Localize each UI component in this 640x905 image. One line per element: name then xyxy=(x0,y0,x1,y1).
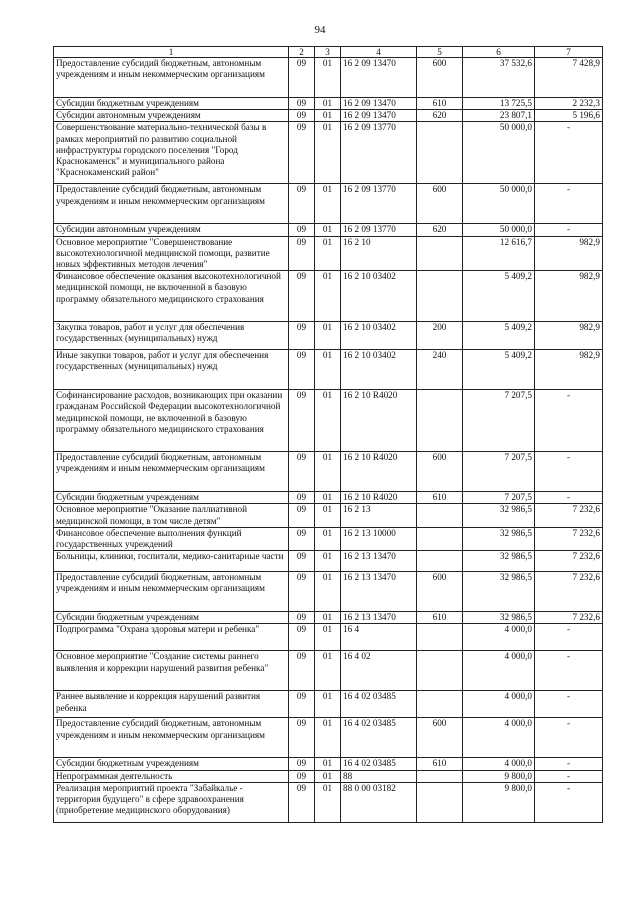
row-value-cell: 09 xyxy=(289,770,315,782)
table-row xyxy=(54,770,603,782)
row-value-cell: 37 532,6 xyxy=(463,58,535,98)
row-value-cell: 16 2 10 03402 xyxy=(341,350,417,390)
row-value-cell: 982,9 xyxy=(535,271,603,322)
table-row xyxy=(54,224,603,236)
row-value-cell: 88 xyxy=(341,770,417,782)
table-row xyxy=(54,110,603,122)
table-row xyxy=(54,122,603,184)
row-value-cell: 4 000,0 xyxy=(463,758,535,770)
row-value-cell: 16 2 13 13470 xyxy=(341,551,417,572)
row-value-cell: 610 xyxy=(417,612,463,624)
row-value-cell: 09 xyxy=(289,624,315,651)
row-value-cell: 5 409,2 xyxy=(463,350,535,390)
row-value-cell: 982,9 xyxy=(535,322,603,350)
row-value-cell: 16 4 02 xyxy=(341,651,417,691)
row-name-cell: Иные закупки товаров, работ и услуг для обеспечения государственных (муниципальных) нужд xyxy=(54,350,289,390)
row-value-cell: 16 2 10 R4020 xyxy=(341,492,417,504)
row-value-cell: 16 2 13 13470 xyxy=(341,612,417,624)
row-name-cell: Субсидии бюджетным учреждениям xyxy=(54,612,289,624)
row-value-cell: 16 4 02 03485 xyxy=(341,718,417,758)
table-row xyxy=(54,236,603,271)
row-value-cell: 12 616,7 xyxy=(463,236,535,271)
row-value-cell: 16 2 13 xyxy=(341,504,417,527)
row-value-cell: 16 2 09 13470 xyxy=(341,58,417,98)
row-value-cell: 01 xyxy=(315,184,341,224)
row-value-cell: - xyxy=(535,452,603,492)
table-row xyxy=(54,572,603,612)
row-value-cell: 01 xyxy=(315,572,341,612)
row-value-cell xyxy=(417,770,463,782)
row-value-cell: 9 800,0 xyxy=(463,782,535,822)
row-value-cell: 09 xyxy=(289,224,315,236)
row-value-cell: 4 000,0 xyxy=(463,691,535,718)
table-row xyxy=(54,624,603,651)
row-value-cell: 09 xyxy=(289,612,315,624)
row-value-cell: 16 2 10 xyxy=(341,236,417,271)
row-value-cell: 16 4 xyxy=(341,624,417,651)
table-row xyxy=(54,782,603,822)
row-value-cell xyxy=(417,236,463,271)
row-value-cell: 620 xyxy=(417,224,463,236)
row-value-cell: 5 409,2 xyxy=(463,271,535,322)
col-header: 5 xyxy=(417,47,463,58)
table-row xyxy=(54,612,603,624)
row-value-cell: 09 xyxy=(289,651,315,691)
row-value-cell: 600 xyxy=(417,58,463,98)
row-value-cell xyxy=(417,390,463,452)
row-value-cell: 01 xyxy=(315,770,341,782)
budget-table xyxy=(53,46,603,823)
table-row xyxy=(54,184,603,224)
row-value-cell: 16 2 10 03402 xyxy=(341,322,417,350)
row-name-cell: Предоставление субсидий бюджетным, автономным учреждениям и иным некоммерческим организациям xyxy=(54,184,289,224)
row-value-cell: 50 000,0 xyxy=(463,184,535,224)
row-value-cell: 16 2 13 13470 xyxy=(341,572,417,612)
row-value-cell: 01 xyxy=(315,350,341,390)
row-value-cell: 982,9 xyxy=(535,350,603,390)
row-value-cell: 09 xyxy=(289,110,315,122)
row-value-cell: 09 xyxy=(289,691,315,718)
row-value-cell: 7 232,6 xyxy=(535,527,603,550)
row-name-cell: Предоставление субсидий бюджетным, автономным учреждениям и иным некоммерческим организациям xyxy=(54,58,289,98)
row-value-cell: 5 196,6 xyxy=(535,110,603,122)
row-name-cell: Предоставление субсидий бюджетным, автономным учреждениям и иным некоммерческим организациям xyxy=(54,718,289,758)
row-name-cell: Основное мероприятие "Совершенствование высокотехнологичной медицинской помощи, развитие новых эффективных методов лечения" xyxy=(54,236,289,271)
table-row xyxy=(54,504,603,527)
row-value-cell: 16 2 10 03402 xyxy=(341,271,417,322)
table-row xyxy=(54,350,603,390)
row-value-cell: 01 xyxy=(315,110,341,122)
row-name-cell: Предоставление субсидий бюджетным, автономным учреждениям и иным некоммерческим организациям xyxy=(54,572,289,612)
row-value-cell: 16 2 09 13770 xyxy=(341,224,417,236)
col-header: 2 xyxy=(289,47,315,58)
row-value-cell: 50 000,0 xyxy=(463,122,535,184)
row-value-cell: 7 232,6 xyxy=(535,612,603,624)
row-value-cell: 32 986,5 xyxy=(463,551,535,572)
row-value-cell xyxy=(417,691,463,718)
row-value-cell: 600 xyxy=(417,184,463,224)
row-value-cell: 01 xyxy=(315,224,341,236)
row-value-cell xyxy=(417,624,463,651)
row-value-cell: 01 xyxy=(315,452,341,492)
row-value-cell: 4 000,0 xyxy=(463,718,535,758)
row-name-cell: Субсидии автономным учреждениям xyxy=(54,110,289,122)
page-number: 94 xyxy=(314,24,326,36)
row-value-cell: 200 xyxy=(417,322,463,350)
row-value-cell: 16 2 09 13470 xyxy=(341,110,417,122)
row-value-cell: 7 207,5 xyxy=(463,452,535,492)
row-value-cell: 09 xyxy=(289,122,315,184)
row-name-cell: Субсидии бюджетным учреждениям xyxy=(54,758,289,770)
col-header: 3 xyxy=(315,47,341,58)
row-value-cell: 01 xyxy=(315,122,341,184)
row-value-cell: 23 807,1 xyxy=(463,110,535,122)
row-value-cell: 16 2 10 R4020 xyxy=(341,452,417,492)
row-value-cell: 16 4 02 03485 xyxy=(341,758,417,770)
row-value-cell: 09 xyxy=(289,572,315,612)
row-value-cell: - xyxy=(535,624,603,651)
row-value-cell: - xyxy=(535,122,603,184)
row-value-cell: 09 xyxy=(289,758,315,770)
row-name-cell: Субсидии бюджетным учреждениям xyxy=(54,98,289,110)
row-value-cell: 2 232,3 xyxy=(535,98,603,110)
row-value-cell: 01 xyxy=(315,782,341,822)
row-value-cell: 16 2 09 13770 xyxy=(341,184,417,224)
row-value-cell: 09 xyxy=(289,492,315,504)
row-value-cell: 7 428,9 xyxy=(535,58,603,98)
row-value-cell: 32 986,5 xyxy=(463,527,535,550)
row-value-cell: 09 xyxy=(289,184,315,224)
row-value-cell: - xyxy=(535,691,603,718)
row-value-cell: - xyxy=(535,718,603,758)
table-row xyxy=(54,452,603,492)
row-value-cell: 16 2 10 R4020 xyxy=(341,390,417,452)
row-value-cell: 09 xyxy=(289,504,315,527)
row-name-cell: Софинансирование расходов, возникающих при оказании гражданам Российской Федерации высокотехнологичной медицинской помощи, не включенной в базовую программу обязательного медицинского страхования xyxy=(54,390,289,452)
row-value-cell: 16 2 13 10000 xyxy=(341,527,417,550)
row-name-cell: Субсидии автономным учреждениям xyxy=(54,224,289,236)
row-name-cell: Больницы, клиники, госпитали, медико-санитарные части xyxy=(54,551,289,572)
row-value-cell: 16 2 09 13470 xyxy=(341,98,417,110)
row-value-cell: 16 4 02 03485 xyxy=(341,691,417,718)
row-value-cell: 01 xyxy=(315,758,341,770)
row-value-cell: 88 0 00 03182 xyxy=(341,782,417,822)
col-header: 6 xyxy=(463,47,535,58)
row-value-cell: 01 xyxy=(315,527,341,550)
row-value-cell: 01 xyxy=(315,624,341,651)
row-value-cell: 09 xyxy=(289,58,315,98)
row-value-cell: 7 232,6 xyxy=(535,551,603,572)
row-value-cell: 600 xyxy=(417,452,463,492)
table-row xyxy=(54,551,603,572)
row-name-cell: Непрограммная деятельность xyxy=(54,770,289,782)
table-row xyxy=(54,527,603,550)
row-value-cell: 09 xyxy=(289,452,315,492)
table-row xyxy=(54,98,603,110)
row-value-cell: 5 409,2 xyxy=(463,322,535,350)
row-value-cell: 32 986,5 xyxy=(463,612,535,624)
row-value-cell: 01 xyxy=(315,504,341,527)
row-value-cell: - xyxy=(535,492,603,504)
row-value-cell: 7 232,6 xyxy=(535,572,603,612)
row-value-cell: 7 207,5 xyxy=(463,492,535,504)
row-value-cell: 610 xyxy=(417,98,463,110)
row-value-cell: 610 xyxy=(417,758,463,770)
row-value-cell: 01 xyxy=(315,271,341,322)
row-name-cell: Закупка товаров, работ и услуг для обеспечения государственных (муниципальных) нужд xyxy=(54,322,289,350)
table-row xyxy=(54,718,603,758)
col-header: 4 xyxy=(341,47,417,58)
table-row xyxy=(54,651,603,691)
row-value-cell: 600 xyxy=(417,718,463,758)
row-name-cell: Совершенствование материально-технической базы в рамках мероприятий по развитию социальной инфраструктуры городского поселения "Город Краснокаменск" и муниципального района "Краснокаменский район" xyxy=(54,122,289,184)
row-name-cell: Раннее выявление и коррекция нарушений развития ребенка xyxy=(54,691,289,718)
row-value-cell xyxy=(417,271,463,322)
row-name-cell: Субсидии бюджетным учреждениям xyxy=(54,492,289,504)
row-value-cell: - xyxy=(535,184,603,224)
row-value-cell: - xyxy=(535,770,603,782)
row-value-cell: - xyxy=(535,782,603,822)
row-value-cell: 09 xyxy=(289,551,315,572)
row-value-cell: 01 xyxy=(315,718,341,758)
row-value-cell: 4 000,0 xyxy=(463,651,535,691)
row-value-cell: 13 725,5 xyxy=(463,98,535,110)
row-value-cell: 4 000,0 xyxy=(463,624,535,651)
row-value-cell: 09 xyxy=(289,718,315,758)
row-value-cell: 32 986,5 xyxy=(463,572,535,612)
row-value-cell: 01 xyxy=(315,98,341,110)
row-value-cell: 09 xyxy=(289,271,315,322)
row-value-cell: 01 xyxy=(315,492,341,504)
row-value-cell: 09 xyxy=(289,350,315,390)
row-value-cell: 09 xyxy=(289,322,315,350)
row-value-cell: 09 xyxy=(289,782,315,822)
row-value-cell: 09 xyxy=(289,390,315,452)
row-value-cell: 09 xyxy=(289,527,315,550)
row-name-cell: Реализация мероприятий проекта "Забайкалье - территория будущего" в сфере здравоохранения (приобретение медицинского оборудования) xyxy=(54,782,289,822)
header-row xyxy=(54,47,603,58)
row-name-cell: Основное мероприятие "Оказание паллиативной медицинской помощи, в том числе детям" xyxy=(54,504,289,527)
table-row xyxy=(54,58,603,98)
row-name-cell: Предоставление субсидий бюджетным, автономным учреждениям и иным некоммерческим организациям xyxy=(54,452,289,492)
row-value-cell: 982,9 xyxy=(535,236,603,271)
row-value-cell xyxy=(417,782,463,822)
row-value-cell: 7 207,5 xyxy=(463,390,535,452)
row-name-cell: Финансовое обеспечение выполнения функций государственных учреждений xyxy=(54,527,289,550)
row-value-cell: - xyxy=(535,390,603,452)
row-value-cell: 50 000,0 xyxy=(463,224,535,236)
row-value-cell xyxy=(417,651,463,691)
row-value-cell: 01 xyxy=(315,612,341,624)
row-value-cell xyxy=(417,504,463,527)
row-value-cell: 16 2 09 13770 xyxy=(341,122,417,184)
row-name-cell: Финансовое обеспечение оказания высокотехнологичной медицинской помощи, не включенной в базовую программу обязательного медицинского страхования xyxy=(54,271,289,322)
table-row xyxy=(54,758,603,770)
row-value-cell: 01 xyxy=(315,551,341,572)
row-value-cell: 01 xyxy=(315,236,341,271)
table-row xyxy=(54,492,603,504)
row-value-cell xyxy=(417,122,463,184)
row-name-cell: Основное мероприятие "Создание системы раннего выявления и коррекции нарушений развития ребенка" xyxy=(54,651,289,691)
table-row xyxy=(54,322,603,350)
row-value-cell: 7 232,6 xyxy=(535,504,603,527)
table-row xyxy=(54,390,603,452)
row-value-cell: 32 986,5 xyxy=(463,504,535,527)
row-value-cell: 01 xyxy=(315,322,341,350)
row-value-cell: - xyxy=(535,758,603,770)
row-value-cell xyxy=(417,527,463,550)
row-value-cell xyxy=(417,551,463,572)
row-value-cell: 09 xyxy=(289,98,315,110)
row-value-cell: 600 xyxy=(417,572,463,612)
row-value-cell: 09 xyxy=(289,236,315,271)
table-row xyxy=(54,271,603,322)
col-header: 7 xyxy=(535,47,603,58)
row-value-cell: 610 xyxy=(417,492,463,504)
row-name-cell: Подпрограмма "Охрана здоровья матери и ребенка" xyxy=(54,624,289,651)
row-value-cell: - xyxy=(535,651,603,691)
row-value-cell: - xyxy=(535,224,603,236)
row-value-cell: 01 xyxy=(315,58,341,98)
row-value-cell: 01 xyxy=(315,390,341,452)
row-value-cell: 240 xyxy=(417,350,463,390)
table-row xyxy=(54,691,603,718)
row-value-cell: 9 800,0 xyxy=(463,770,535,782)
row-value-cell: 01 xyxy=(315,651,341,691)
row-value-cell: 620 xyxy=(417,110,463,122)
row-value-cell: 01 xyxy=(315,691,341,718)
col-header: 1 xyxy=(54,47,289,58)
